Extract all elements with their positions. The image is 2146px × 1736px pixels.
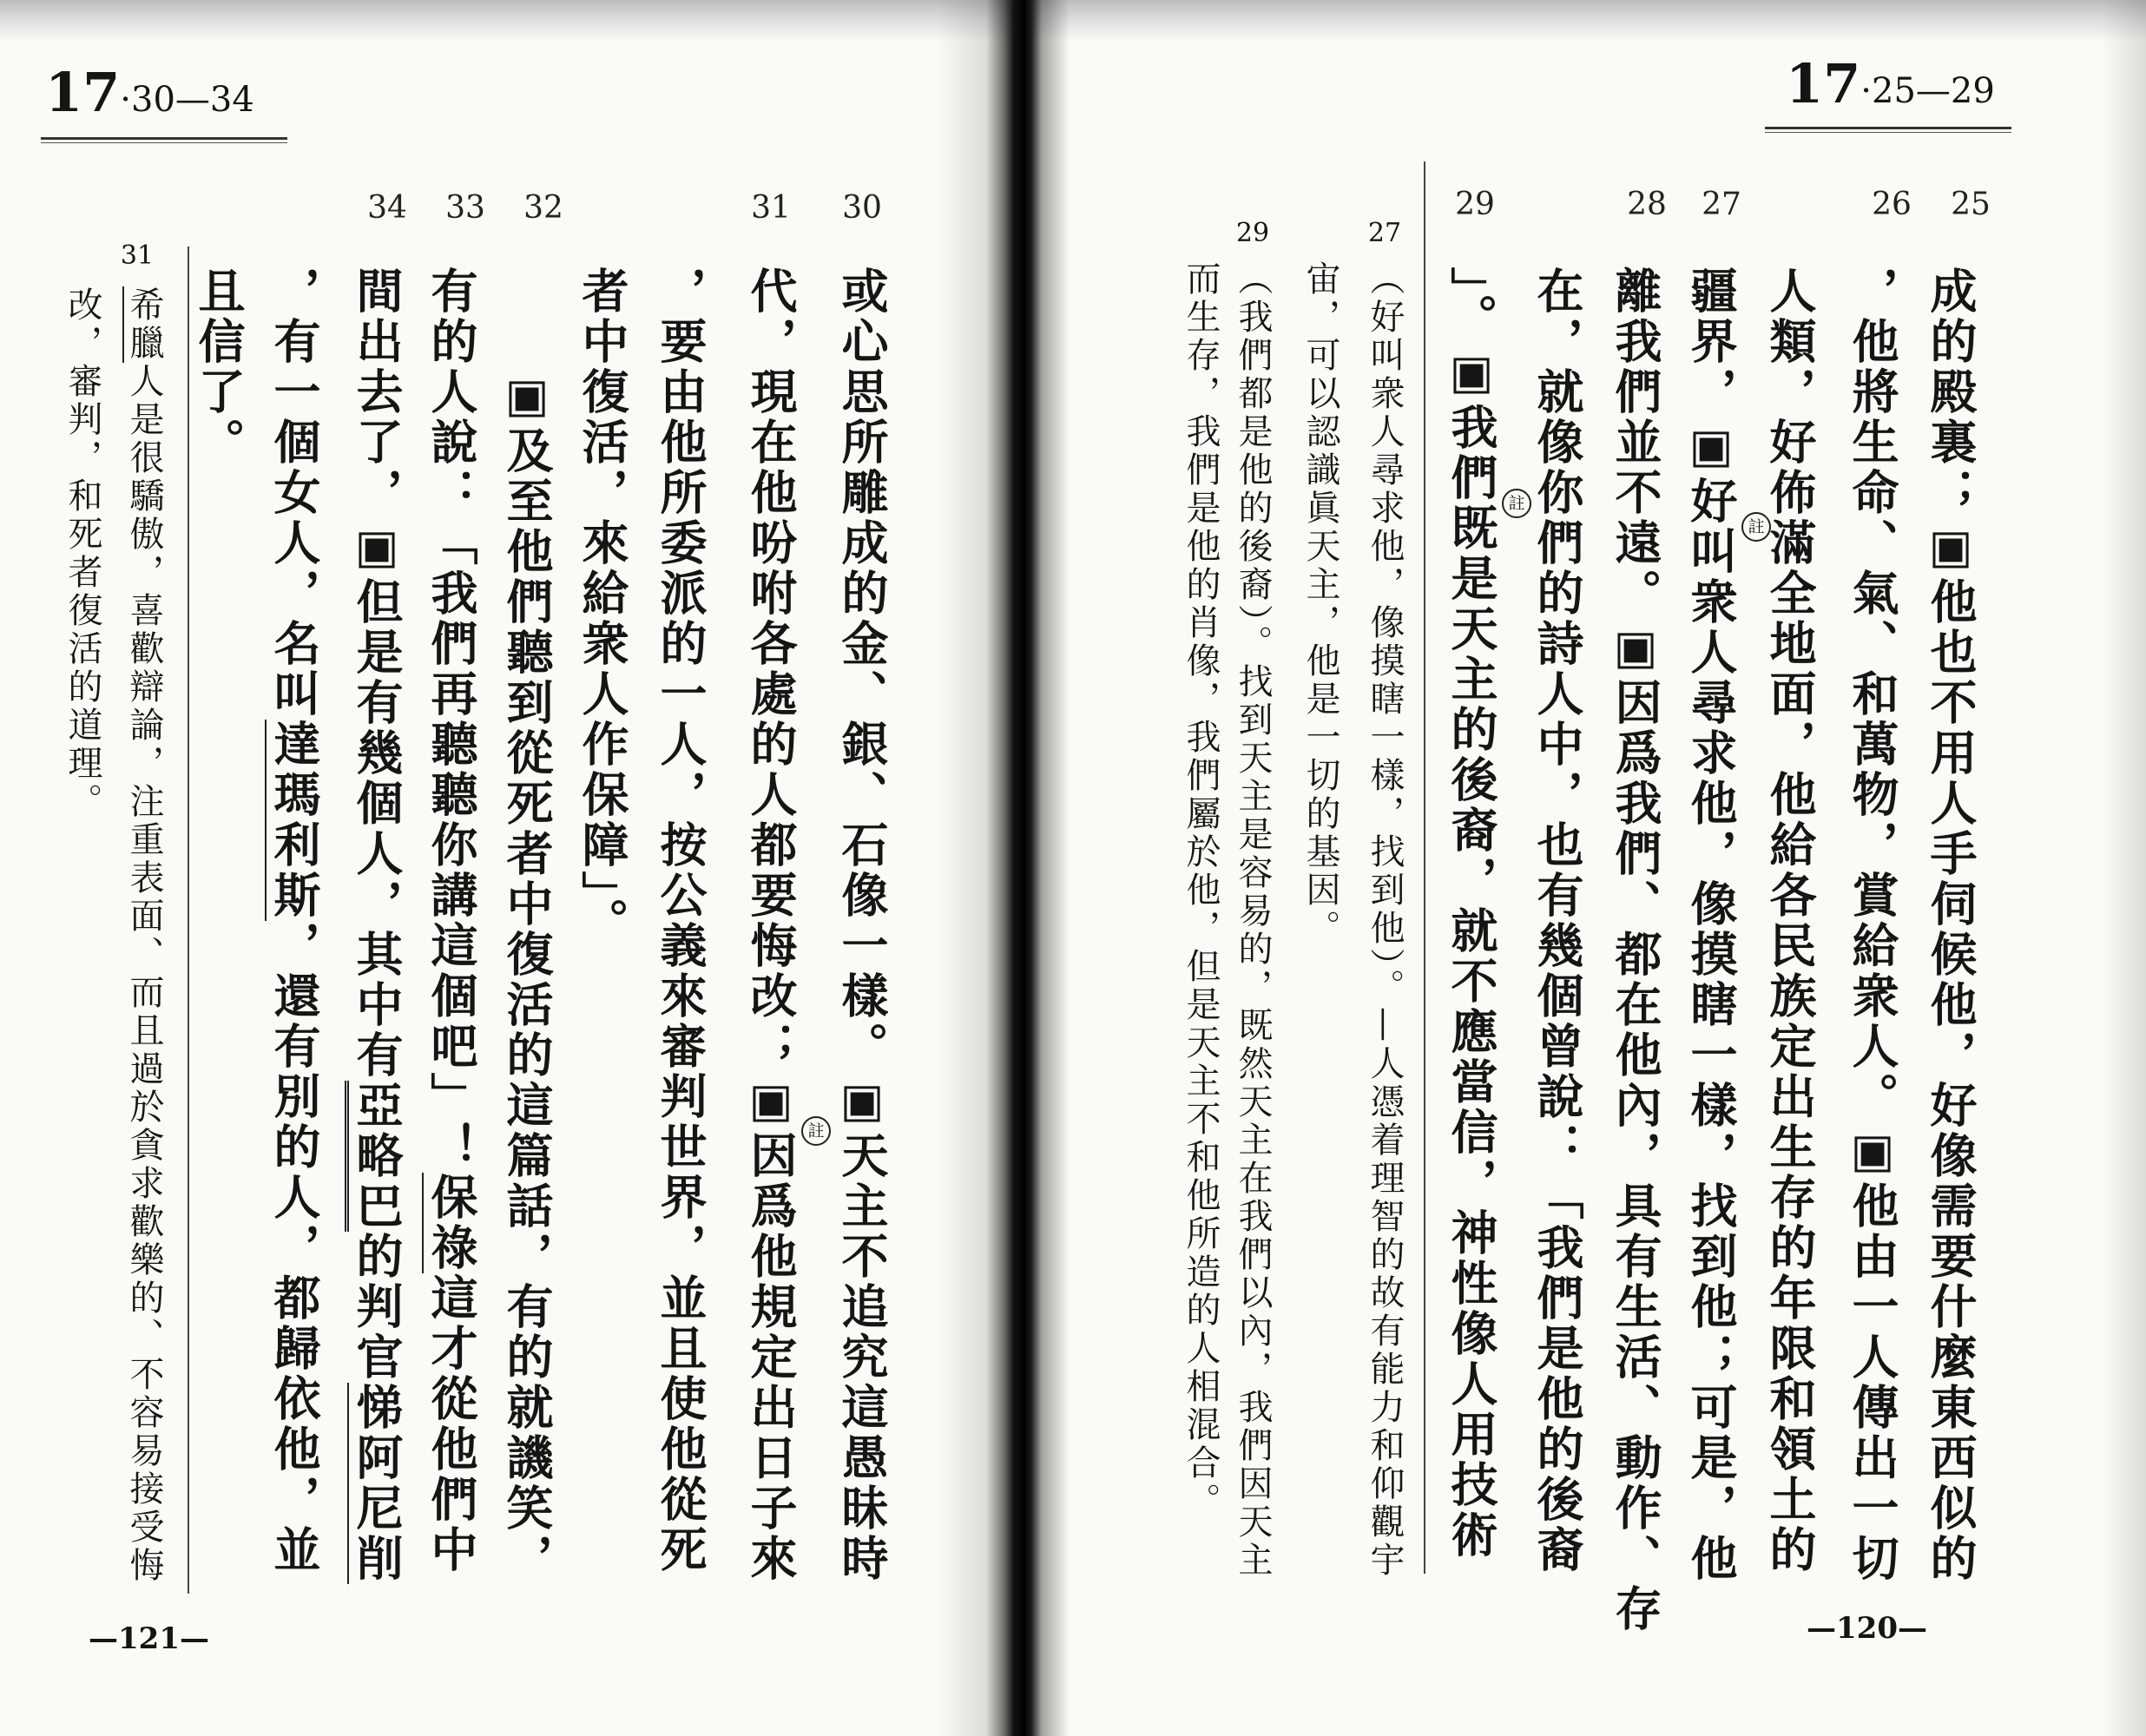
column-text: 代，現在他吩咐各處的人都要悔改；▣: [743, 266, 799, 1131]
main-text-column: [834, 266, 890, 1655]
main-text-column: [1845, 266, 1900, 1655]
verse-range: ·25—29: [1860, 71, 1995, 111]
verse-number: 29: [1455, 187, 1495, 222]
column-text: 或心思所雕成的金、銀、石像一樣。▣天主不追究這愚昧時: [834, 266, 890, 1584]
annotation-mark: 註: [1502, 489, 1531, 518]
main-text-column: [424, 266, 479, 1655]
column-text: ▣及至他們聽到從死者中復活的這篇話，有的就譏笑，: [499, 367, 555, 1584]
footnote-text: 而生存，我們是他的肖像，我們屬於他，但是天主不和他所造的人相混合。: [1181, 260, 1221, 1521]
annotation-mark: 註: [1741, 512, 1771, 542]
page-edge-shading: [2101, 0, 2146, 1736]
main-text-column: [499, 266, 555, 1655]
main-text-column: [1923, 266, 1978, 1655]
main-text-column: [1530, 266, 1585, 1655]
column-text: 人類，好佈滿全地面，他給各民族定出生存的年限和領土的: [1762, 266, 1818, 1575]
footnote-column: [1180, 260, 1221, 1632]
column-text: 且信了。: [191, 266, 247, 468]
proper-noun: 悌阿尼削: [349, 1383, 405, 1584]
main-text-column: [575, 266, 630, 1655]
note-number: 29: [1235, 218, 1270, 248]
place-name: 亞略巴: [345, 1081, 405, 1232]
column-text: 這才從他們中: [424, 1273, 479, 1575]
header-rule: [1765, 127, 2011, 133]
verse-number: 31: [751, 190, 791, 226]
footnote-column: [1364, 260, 1405, 1632]
footnote-text: 改，審判，和死者復活的道理。: [63, 286, 102, 821]
chapter-number: 17: [45, 61, 121, 124]
verse-number: 26: [1872, 187, 1912, 222]
main-text-column: [349, 266, 405, 1655]
page-number: —121—: [89, 1621, 209, 1656]
proper-noun: 達瑪利斯: [267, 720, 322, 921]
verse-number: 27: [1702, 187, 1741, 222]
verse-number: 28: [1627, 187, 1667, 222]
column-text: 有的人說：「我們再聽聽你講這個吧」！: [424, 266, 479, 1173]
header-rule: [41, 137, 287, 143]
footnote-text: （我們都是他的後裔）。找到天主是容易的，既然天主在我們以內，我們因天主: [1233, 260, 1273, 1580]
column-text: 叫衆人尋求他，像摸瞎一樣，找到他；可是，他: [1683, 527, 1739, 1584]
column-text: 疆界，▣好: [1683, 266, 1739, 527]
main-text-column: [1762, 266, 1818, 1655]
right-page-header: [1786, 52, 1995, 115]
note-number: 27: [1367, 218, 1402, 248]
main-text-column: [743, 266, 825, 1655]
footnote-column: [1300, 260, 1341, 1632]
column-text: ，他將生命、氣、和萬物，賞給衆人。▣他由一人傳出一切: [1845, 266, 1900, 1584]
proper-noun: 希臘: [124, 286, 164, 363]
main-text-column: [1444, 266, 1525, 1655]
annotation-mark: 註: [801, 1116, 831, 1146]
left-page-header: [45, 61, 254, 124]
footnote-column: [123, 286, 165, 1658]
book-gutter-shadow: [938, 0, 1111, 1736]
column-text: 在，就像你們的詩人中，也有幾個曾說：「我們是他的後裔: [1530, 266, 1585, 1575]
proper-noun: 保祿: [424, 1173, 479, 1273]
notes-divider: [188, 247, 189, 1594]
verse-number: 25: [1951, 187, 1991, 222]
verse-number: 34: [367, 190, 407, 226]
main-text-column: [653, 266, 708, 1655]
main-text-column: [1683, 266, 1765, 1655]
column-text: 」。▣我們: [1444, 266, 1499, 503]
column-text: 因爲他規定出日子來: [743, 1131, 799, 1584]
column-text: 間出去了，▣但是有幾個人，其中有: [349, 266, 405, 1081]
footnote-text: 宙，可以認識眞天主，他是一切的基因。: [1300, 260, 1340, 948]
column-text: 者中復活，來給衆人作保障」。: [575, 266, 630, 948]
column-text: 離我們並不遠。▣因爲我們、都在他內，具有生活、動作、存: [1608, 266, 1663, 1634]
chapter-number: 17: [1786, 52, 1861, 115]
verse-number: 30: [842, 190, 882, 226]
column-text: ，有一個女人，名叫: [267, 266, 322, 720]
verse-number: 32: [523, 190, 563, 226]
verse-number: 33: [445, 190, 485, 226]
footnote-column: [1232, 260, 1274, 1632]
main-text-column: [267, 266, 322, 1655]
column-text: 成的殿裏；▣他也不用人手伺候他，好像需要什麼東西似的: [1923, 266, 1978, 1584]
footnote-column: [62, 286, 103, 1658]
notes-divider: [1424, 161, 1425, 1574]
main-text-column: [191, 266, 247, 1655]
page-number: —120—: [1807, 1611, 1927, 1646]
column-text: ，要由他所委派的一人，按公義來審判世界，並且使他從死: [653, 266, 708, 1575]
footnote-text: 人是很驕傲，喜歡辯論，注重表面、而且過於貪求歡樂的、不容易接受悔: [124, 363, 164, 1585]
column-text: 的判官: [349, 1232, 405, 1383]
verse-range: ·30—34: [120, 80, 254, 120]
note-number: 31: [120, 240, 155, 271]
footnote-text: （好叫衆人尋求他，像摸瞎一樣，找到他）。—人憑着理智的故有能力和仰觀宇: [1365, 260, 1405, 1580]
column-text: ，還有別的人，都歸依他，並: [267, 921, 322, 1575]
column-text: 既是天主的後裔，就不應當信，神性像人用技術: [1444, 503, 1499, 1561]
main-text-column: [1608, 266, 1663, 1655]
